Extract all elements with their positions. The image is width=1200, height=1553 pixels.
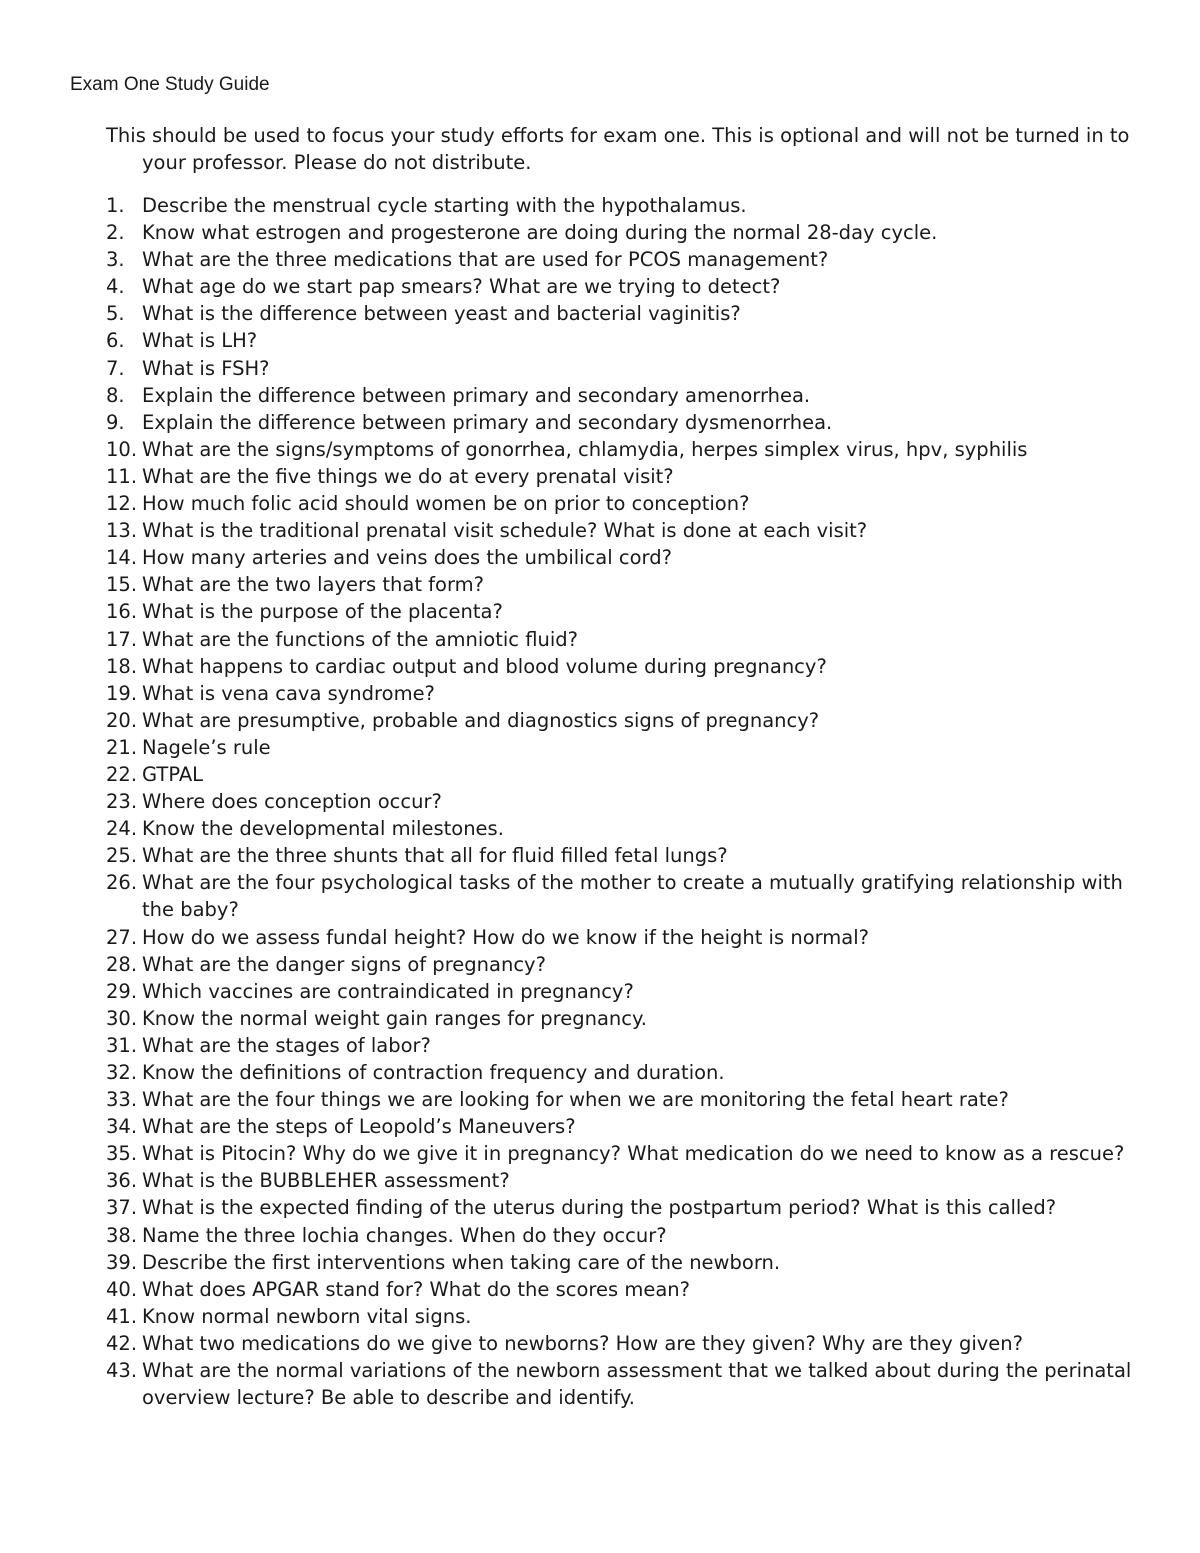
list-item bbox=[0, 1276, 1132, 1303]
list-item-number: 1. bbox=[106, 194, 125, 217]
document-header: Exam One Study Guide bbox=[70, 74, 270, 95]
list-item-text: Which vaccines are contraindicated in pregnancy? bbox=[142, 979, 634, 1003]
list-item-number: 8. bbox=[106, 383, 125, 407]
list-item-number: 34. bbox=[106, 1115, 138, 1139]
list-item bbox=[0, 924, 1132, 951]
list-item-number: 6. bbox=[106, 329, 125, 353]
list-item bbox=[0, 626, 1132, 653]
list-item-number: 40. bbox=[106, 1277, 138, 1301]
list-item-text: What is vena cava syndrome? bbox=[142, 681, 435, 705]
list-item bbox=[0, 544, 1132, 571]
list-item-number: 16. bbox=[106, 600, 138, 624]
list-item-text: What two medications do we give to newborns? How are they given? Why are they given? bbox=[142, 1331, 1023, 1355]
list-item-number: 18. bbox=[106, 654, 138, 678]
list-item bbox=[0, 869, 1132, 923]
list-item-number: 15. bbox=[106, 573, 138, 597]
list-item-number: 12. bbox=[106, 492, 138, 516]
list-item-text: What are the three medications that are used for PCOS management? bbox=[142, 248, 829, 272]
list-item bbox=[0, 1357, 1132, 1411]
list-item bbox=[0, 978, 1132, 1005]
list-item-number: 30. bbox=[106, 1006, 138, 1030]
list-item-number: 35. bbox=[106, 1142, 138, 1166]
list-item bbox=[0, 1303, 1132, 1330]
list-item-text: What does APGAR stand for? What do the scores mean? bbox=[142, 1277, 690, 1301]
list-item-text: What are the danger signs of pregnancy? bbox=[142, 952, 546, 976]
list-item-number: 28. bbox=[106, 952, 138, 976]
list-item-text: Know the normal weight gain ranges for pregnancy. bbox=[142, 1006, 647, 1030]
list-item bbox=[0, 1032, 1132, 1059]
list-item-number: 4. bbox=[106, 275, 125, 299]
list-item bbox=[0, 490, 1132, 517]
list-item bbox=[0, 436, 1132, 463]
list-item bbox=[0, 1113, 1132, 1140]
list-item bbox=[0, 1167, 1132, 1194]
list-item bbox=[0, 1249, 1132, 1276]
list-item-text: What are the stages of labor? bbox=[142, 1033, 431, 1057]
list-item bbox=[0, 1330, 1132, 1357]
list-item bbox=[0, 815, 1132, 842]
list-item bbox=[0, 1086, 1132, 1113]
list-item-number: 43. bbox=[106, 1359, 138, 1383]
list-item-text: What are the signs/symptoms of gonorrhea, chlamydia, herpes simplex virus, hpv, syphilis bbox=[142, 437, 1028, 461]
list-item-number: 25. bbox=[106, 844, 138, 868]
list-item bbox=[0, 680, 1132, 707]
list-item bbox=[0, 355, 1132, 382]
list-item-number: 42. bbox=[106, 1331, 138, 1355]
list-item-number: 10. bbox=[106, 437, 138, 461]
list-item-text: What are the four psychological tasks of the mother to create a mutually gratifying relationship with the baby? bbox=[142, 871, 1123, 922]
list-item-text: Describe the first interventions when taking care of the newborn. bbox=[142, 1250, 781, 1274]
list-item bbox=[0, 327, 1132, 354]
list-item bbox=[0, 517, 1132, 544]
list-item-number: 9. bbox=[106, 410, 125, 434]
list-item bbox=[0, 1059, 1132, 1086]
list-item-number: 31. bbox=[106, 1033, 138, 1057]
list-item-text: What are presumptive, probable and diagnostics signs of pregnancy? bbox=[142, 708, 820, 732]
list-item-text: Know the developmental milestones. bbox=[142, 817, 504, 841]
list-item-text: Where does conception occur? bbox=[142, 790, 442, 814]
list-item-text: What are the two layers that form? bbox=[142, 573, 484, 597]
list-item-text: How many arteries and veins does the umbilical cord? bbox=[142, 546, 672, 570]
list-item-text: Name the three lochia changes. When do they occur? bbox=[142, 1223, 667, 1247]
list-item bbox=[0, 1005, 1132, 1032]
list-item-text: What is Pitocin? Why do we give it in pregnancy? What medication do we need to know as a rescue? bbox=[142, 1142, 1125, 1166]
list-item-text: Explain the difference between primary and secondary dysmenorrhea. bbox=[142, 410, 833, 434]
list-item-number: 22. bbox=[106, 762, 138, 786]
list-item-number: 7. bbox=[106, 356, 125, 380]
list-item-number: 39. bbox=[106, 1250, 138, 1274]
list-item-text: Nagele’s rule bbox=[142, 735, 271, 759]
question-list bbox=[0, 192, 1200, 1411]
list-item bbox=[0, 409, 1132, 436]
list-item-text: What age do we start pap smears? What are we trying to detect? bbox=[142, 275, 781, 299]
list-item-number: 13. bbox=[106, 519, 138, 543]
list-item-text: What is LH? bbox=[142, 329, 258, 353]
list-item bbox=[0, 598, 1132, 625]
list-item bbox=[0, 1140, 1132, 1167]
list-item-text: What is the BUBBLEHER assessment? bbox=[142, 1169, 510, 1193]
list-item-number: 37. bbox=[106, 1196, 138, 1220]
list-item-text: What happens to cardiac output and blood volume during pregnancy? bbox=[142, 654, 827, 678]
list-item bbox=[0, 951, 1132, 978]
list-item-text: What is the expected finding of the uterus during the postpartum period? What is this called? bbox=[142, 1196, 1057, 1220]
list-item-text: What are the normal variations of the newborn assessment that we talked about during the perinatal overview lecture? Be able to describe and identify. bbox=[142, 1359, 1132, 1410]
list-item-number: 14. bbox=[106, 546, 138, 570]
list-item bbox=[0, 788, 1132, 815]
list-item-number: 32. bbox=[106, 1061, 138, 1084]
list-item bbox=[0, 734, 1132, 761]
list-item-text: Describe the menstrual cycle starting with the hypothalamus. bbox=[142, 194, 747, 217]
list-item-number: 21. bbox=[106, 735, 138, 759]
list-item-text: Know the definitions of contraction frequency and duration. bbox=[142, 1061, 725, 1084]
list-item-number: 33. bbox=[106, 1088, 138, 1112]
list-item bbox=[0, 571, 1132, 598]
list-item-number: 24. bbox=[106, 817, 138, 841]
list-item-text: Know normal newborn vital signs. bbox=[142, 1304, 472, 1328]
list-item-text: How much folic acid should women be on prior to conception? bbox=[142, 492, 750, 516]
list-item-number: 2. bbox=[106, 221, 125, 245]
list-item bbox=[0, 842, 1132, 869]
list-item-number: 27. bbox=[106, 925, 138, 949]
intro-paragraph: This should be used to focus your study efforts for exam one. This is optional and will not be turned in to your professor. Please do not distribute. bbox=[106, 124, 1130, 174]
list-item-text: What are the four things we are looking for when we are monitoring the fetal heart rate? bbox=[142, 1088, 1009, 1112]
list-item bbox=[0, 219, 1132, 246]
list-item-text: What is the difference between yeast and bacterial vaginitis? bbox=[142, 302, 741, 326]
list-item-number: 19. bbox=[106, 681, 138, 705]
list-item bbox=[0, 761, 1132, 788]
list-item-text: Explain the difference between primary and secondary amenorrhea. bbox=[142, 383, 811, 407]
list-item bbox=[0, 273, 1132, 300]
list-item bbox=[0, 463, 1132, 490]
list-item-number: 38. bbox=[106, 1223, 138, 1247]
list-item-number: 5. bbox=[106, 302, 125, 326]
list-item bbox=[0, 192, 1132, 219]
list-item-number: 17. bbox=[106, 627, 138, 651]
list-item bbox=[0, 246, 1132, 273]
list-item-text: What are the steps of Leopold’s Maneuvers? bbox=[142, 1115, 576, 1139]
list-item-text: How do we assess fundal height? How do we know if the height is normal? bbox=[142, 925, 870, 949]
list-item-text: GTPAL bbox=[142, 762, 204, 786]
list-item-number: 11. bbox=[106, 464, 138, 488]
list-item-text: What are the five things we do at every prenatal visit? bbox=[142, 464, 674, 488]
list-item bbox=[0, 653, 1132, 680]
list-item-number: 3. bbox=[106, 248, 125, 272]
list-item-number: 29. bbox=[106, 979, 138, 1003]
list-item bbox=[0, 1222, 1132, 1249]
list-item-text: What are the three shunts that all for fluid filled fetal lungs? bbox=[142, 844, 728, 868]
list-item bbox=[0, 707, 1132, 734]
list-item bbox=[0, 300, 1132, 327]
list-item-text: What is the purpose of the placenta? bbox=[142, 600, 503, 624]
list-item-text: Know what estrogen and progesterone are doing during the normal 28-day cycle. bbox=[142, 221, 938, 245]
list-item-number: 36. bbox=[106, 1169, 138, 1193]
list-item bbox=[0, 1194, 1132, 1221]
list-item-text: What is FSH? bbox=[142, 356, 270, 380]
list-item bbox=[0, 382, 1132, 409]
list-item-number: 23. bbox=[106, 790, 138, 814]
list-item-text: What is the traditional prenatal visit schedule? What is done at each visit? bbox=[142, 519, 868, 543]
list-item-number: 26. bbox=[106, 871, 138, 895]
list-item-number: 20. bbox=[106, 708, 138, 732]
list-item-text: What are the functions of the amniotic fluid? bbox=[142, 627, 578, 651]
list-item-number: 41. bbox=[106, 1304, 138, 1328]
